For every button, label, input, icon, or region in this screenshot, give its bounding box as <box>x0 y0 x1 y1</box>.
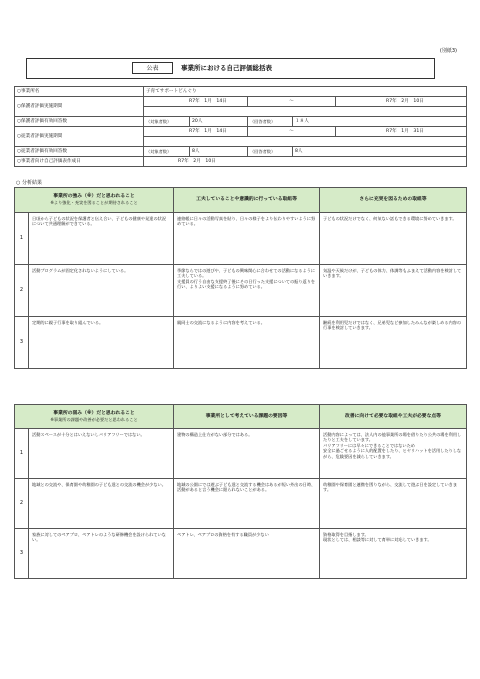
staff-period-tilde: ～ <box>248 127 336 137</box>
strength-cell: 活動プログラムが固定化されないようにしている。 <box>29 265 174 317</box>
strength-cell: 気温や天候だけが、子どもの体力、体調等もふまえて活動内容を検討していきます。 <box>320 265 467 317</box>
staff-period-label: ○従業者評価実施期間 <box>15 127 144 147</box>
facility-label: ○事業所名 <box>15 87 144 97</box>
staff-period-spacer <box>144 137 467 147</box>
weakness-row-number: 2 <box>15 479 29 529</box>
staff-period-from: R7年 1月 14日 <box>144 127 248 137</box>
guardian-period-spacer <box>144 107 467 117</box>
strengths-header-col2: 工夫していることや意識的に行っている取組等 <box>174 188 320 213</box>
weakness-row-number: 3 <box>15 529 29 579</box>
weaknesses-header-col1 <box>15 405 174 429</box>
weakness-cell: 建物の構造上仕方がない部分ではある。 <box>174 429 320 479</box>
public-tag: 公表 <box>132 62 173 74</box>
strengths-header-col1 <box>15 188 174 213</box>
strength-cell: 季節ならではの遊びや、子どもの興味関心に合わせての活動になるように工夫している。 支援員の行う自由な支援終了後にその日行った支援についての振り返りを行い、よりよい支援になるように努めている。 <box>174 265 320 317</box>
weaknesses-table <box>14 404 467 579</box>
guardian-valid-label: ○保護者評価有効回答数 <box>15 117 144 127</box>
staff-target-value: 8人 <box>190 147 248 157</box>
weaknesses-header-note: ※事業所の課題や改善が必要だと思われること <box>50 416 138 422</box>
guardian-answer-label: （回答者数） <box>248 117 293 127</box>
strength-cell: 子どもの状況だけでなく、何気ない話もできる環境に努めていきます。 <box>320 213 467 265</box>
staff-valid-label: ○従業者評価有効回答数 <box>15 147 144 157</box>
weakness-cell: 地域の公園にでは遊ぶ子ども達と交流する機会はあるが短い外出の日時、活動があると言う機会に限られないことがある。 <box>174 479 320 529</box>
guardian-answer-value: １８人 <box>293 117 467 127</box>
guardian-period-label: ○保護者評価実施期間 <box>15 97 144 117</box>
weaknesses-header-col3: 改善に向けて必要な取組や工夫が必要な点等 <box>320 405 467 429</box>
strength-cell: 親同士の交流になるように内容を考えている。 <box>174 317 320 369</box>
weakness-cell: 地域との交流や、保育園や幼稚園の子ども達との交流の機会が少ない。 <box>29 479 174 529</box>
strengths-header-col3: さらに充実を図るための取組等 <box>320 188 467 213</box>
page-title: 事業所における自己評価総括表 <box>181 64 272 72</box>
weakness-cell: 活動スペースが十分とはいえないしバリアフリーではない。 <box>29 429 174 479</box>
guardian-period-from: R7年 1月 14日 <box>144 97 248 107</box>
strengths-table <box>14 187 467 369</box>
strength-cell: 定期的に親子行事を取り組んでいる。 <box>29 317 174 369</box>
page-note: (別紙3) <box>439 48 457 54</box>
publish-date: R7年 2月 10日 <box>144 157 467 167</box>
weakness-cell: ペアトレ、ペアプロの資格を有する職員が少ない <box>174 529 320 579</box>
staff-answer-value: 8人 <box>293 147 467 157</box>
strengths-header-title: 事業所の強み（※）だと思われること <box>53 194 135 199</box>
weakness-cell: 資格取得を目指します。 現状としては、相談等に対して育単に対応していきます。 <box>320 529 467 579</box>
facility-value: 子育てサポートどんぐり <box>144 87 467 97</box>
weaknesses-header-col2: 事業所として考えている課題の要因等 <box>174 405 320 429</box>
analysis-label: ○ 分析結果 <box>16 180 42 186</box>
strength-row-number: 3 <box>15 317 29 369</box>
weakness-cell: 幼稚園や保育園と連携を図りながら、交流して遊ぶ日を設定していきます。 <box>320 479 467 529</box>
staff-answer-label: （回答者数） <box>248 147 293 157</box>
staff-target-label: （対象者数） <box>144 147 190 157</box>
strengths-header-note: ※より強化・充実を図ることが期待されること <box>50 200 138 205</box>
publish-label: ○事業者向け自己評価表作成日 <box>15 157 144 167</box>
guardian-period-tilde: ～ <box>248 97 336 107</box>
info-table <box>14 86 467 167</box>
staff-period-to: R7年 1月 31日 <box>336 127 467 137</box>
strength-cell: 連絡帳に日々の活動写真を貼り、日々の様子をより伝わりやすいように努めている。 <box>174 213 320 265</box>
weakness-row-number: 1 <box>15 429 29 479</box>
strength-row-number: 2 <box>15 265 29 317</box>
strength-row-number: 1 <box>15 213 29 265</box>
guardian-period-to: R7年 2月 10日 <box>336 97 467 107</box>
guardian-target-value: 20人 <box>190 117 248 127</box>
strength-cell: 日頃から子どもの状況を保護者と伝え合い、子どもの健康や発達の状況について共通理解ができている。 <box>29 213 174 265</box>
weakness-cell: 家族に対してのペアプロ、ペアトレのような研修機会を設けられていない。 <box>29 529 174 579</box>
weakness-cell: 活動内容によっては、法人内の他事業所の場を借りたり公共の場を利用したりと工夫をしています。 バリアフリーには早々にできることではないため 安全に過ごせるように人的配置をしたり、ヒヤリハットを活用したりしながら、危険要因を減らしていきます。 <box>320 429 467 479</box>
strength-cell: 継続を利用児だけではなく、兄弟児など参加したみんなが楽しめる内容の行事を検討していきます。 <box>320 317 467 369</box>
guardian-target-label: （対象者数） <box>144 117 190 127</box>
weaknesses-header-title: 事業所の弱み（※）だと思われること <box>53 410 135 416</box>
